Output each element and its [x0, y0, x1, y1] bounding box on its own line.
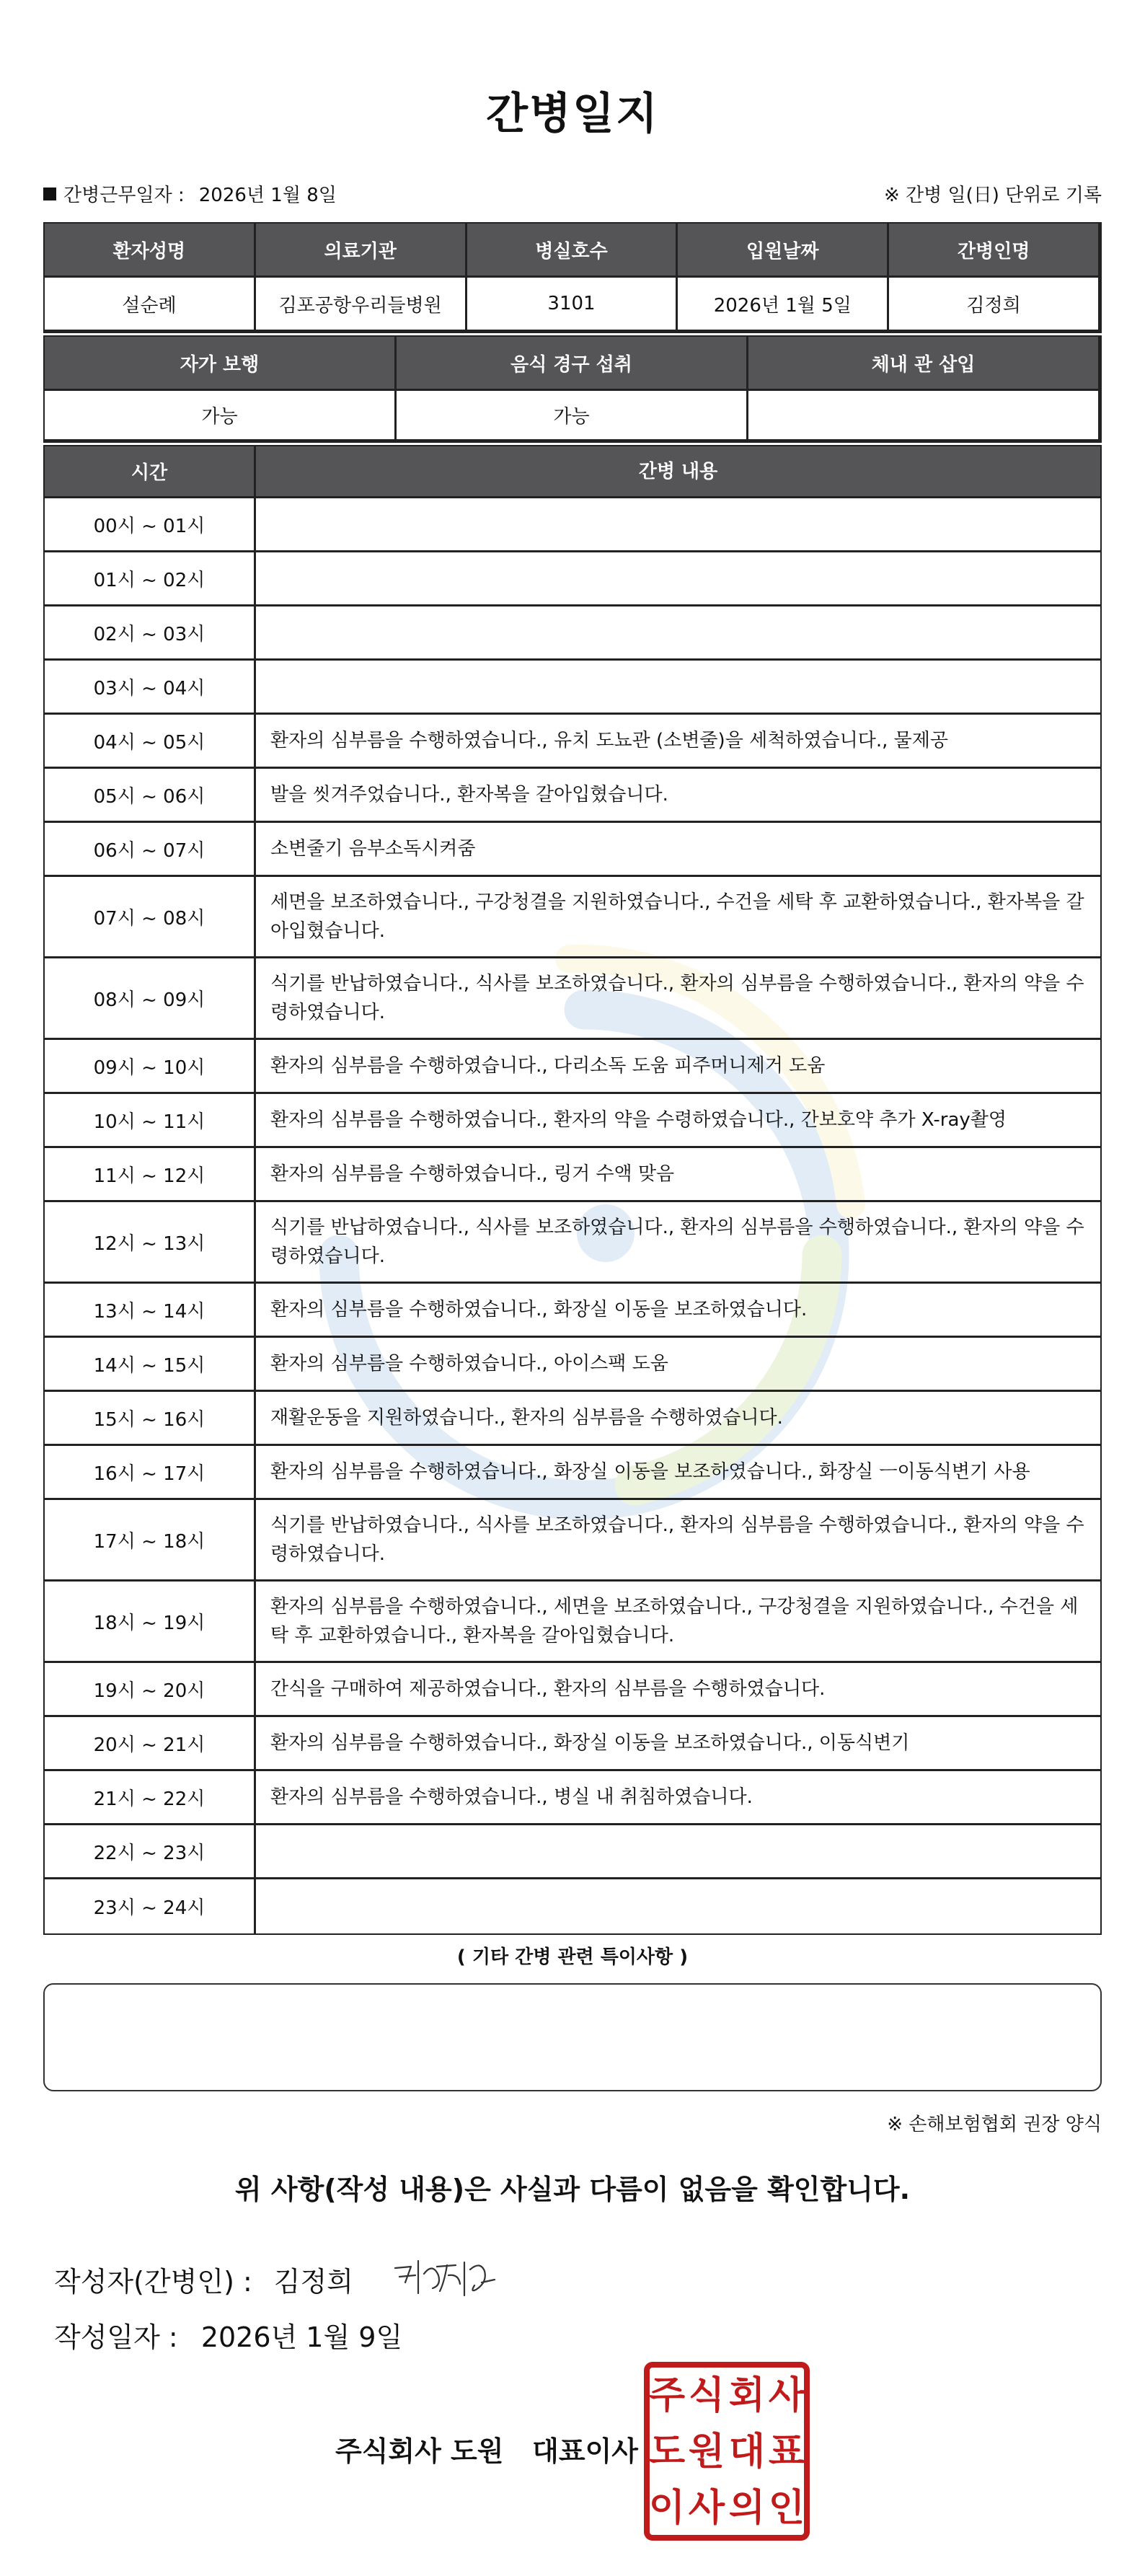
- table-row: [45, 661, 1100, 715]
- svg-text:사: 사: [688, 2487, 725, 2530]
- patient-header-room: 병실호수: [467, 224, 678, 278]
- content-cell: 환자의 심부름을 수행하였습니다., 화장실 이동을 보조하였습니다., 이동식변기: [270, 1732, 910, 1754]
- time-cell: 23시 ~ 24시: [45, 1879, 256, 1933]
- company-seal-stamp: [644, 2362, 810, 2541]
- content-cell: 소변줄기 음부소독시켜줌: [270, 838, 476, 860]
- table-row: [45, 715, 1100, 769]
- other-notes-box: [43, 1983, 1102, 2091]
- table-row: [45, 498, 1100, 552]
- table-row: [45, 1771, 1100, 1825]
- svg-text:대: 대: [728, 2430, 766, 2474]
- ability-header-walking: 자가 보행: [45, 337, 397, 391]
- svg-text:회: 회: [728, 2374, 766, 2417]
- content-cell: 세면을 보조하였습니다., 구강청결을 지원하였습니다., 수건을 세탁 후 교환하였습니다., 환자복을 갈아입혔습니다.: [270, 891, 1084, 942]
- table-row: [45, 552, 1100, 606]
- time-cell: 09시 ~ 10시: [45, 1040, 256, 1092]
- writer-label: 작성자(간병인) :: [54, 2265, 252, 2298]
- table-row: [45, 1446, 1100, 1500]
- time-cell: 16시 ~ 17시: [45, 1446, 256, 1498]
- time-cell: 15시 ~ 16시: [45, 1392, 256, 1444]
- tube-value: [748, 391, 1100, 441]
- table-row: [45, 1663, 1100, 1717]
- content-cell: 환자의 심부름을 수행하였습니다., 환자의 약을 수령하였습니다., 간보호약 추가 X-ray촬영: [270, 1109, 1007, 1131]
- svg-text:의: 의: [728, 2487, 766, 2530]
- svg-text:도: 도: [648, 2430, 686, 2474]
- writer-name: 김정희: [273, 2265, 353, 2298]
- content-cell: [256, 1825, 1100, 1877]
- time-cell: 03시 ~ 04시: [45, 661, 256, 713]
- table-row: [45, 1094, 1100, 1148]
- patient-header-admission: 입원날짜: [678, 224, 889, 278]
- time-column-header: 시간: [45, 446, 256, 496]
- time-cell: 17시 ~ 18시: [45, 1500, 256, 1579]
- table-row: [45, 823, 1100, 877]
- content-cell: [256, 661, 1100, 713]
- time-cell: 07시 ~ 08시: [45, 877, 256, 956]
- recommend-note: ※ 손해보험협회 권장 양식: [887, 2114, 1102, 2135]
- table-row: [45, 606, 1100, 661]
- content-cell: 환자의 심부름을 수행하였습니다., 병실 내 취침하였습니다.: [270, 1786, 753, 1808]
- svg-text:인: 인: [768, 2487, 805, 2530]
- written-date: [54, 2315, 402, 2355]
- table-row: [45, 1500, 1100, 1582]
- time-cell: 10시 ~ 11시: [45, 1094, 256, 1146]
- time-cell: 04시 ~ 05시: [45, 715, 256, 767]
- care-date: [43, 180, 337, 207]
- admission-date-value: 2026년 1월 5일: [678, 278, 889, 332]
- content-cell: 식기를 반납하였습니다., 식사를 보조하였습니다., 환자의 심부름을 수행하였습니다., 환자의 약을 수령하였습니다.: [270, 1217, 1084, 1267]
- time-cell: 00시 ~ 01시: [45, 498, 256, 550]
- time-cell: 13시 ~ 14시: [45, 1284, 256, 1336]
- content-cell: 환자의 심부름을 수행하였습니다., 화장실 이동을 보조하였습니다.: [270, 1299, 808, 1320]
- company-name: 주식회사 도원 대표이사: [335, 2435, 638, 2467]
- content-cell: 환자의 심부름을 수행하였습니다., 세면을 보조하였습니다., 구강청결을 지원하였습니다., 수건을 세탁 후 교환하였습니다., 환자복을 갈아입혔습니다.: [270, 1596, 1079, 1646]
- content-cell: 재활운동을 지원하였습니다., 환자의 심부름을 수행하였습니다.: [270, 1407, 783, 1429]
- content-cell: 발을 씻겨주었습니다., 환자복을 갈아입혔습니다.: [270, 784, 668, 806]
- time-cell: 01시 ~ 02시: [45, 552, 256, 604]
- table-row: [45, 1717, 1100, 1771]
- hospital-value: 김포공항우리들병원: [256, 278, 467, 332]
- other-notes-title: ( 기타 간병 관련 특이사항 ): [456, 1946, 689, 1968]
- content-cell: [256, 606, 1100, 658]
- content-cell: [256, 1879, 1100, 1933]
- table-row: [45, 1582, 1100, 1663]
- svg-text:식: 식: [688, 2374, 725, 2417]
- patient-header-name: 환자성명: [45, 224, 256, 278]
- table-row: [45, 769, 1100, 823]
- confirm-statement: 위 사항(작성 내용)은 사실과 다름이 없음을 확인합니다.: [234, 2174, 911, 2205]
- time-cell: 14시 ~ 15시: [45, 1338, 256, 1390]
- patient-info-table: [43, 222, 1102, 333]
- handwritten-signature: [389, 2254, 498, 2304]
- content-cell: [256, 552, 1100, 604]
- oral-intake-value: 가능: [397, 391, 748, 441]
- content-cell: 식기를 반납하였습니다., 식사를 보조하였습니다., 환자의 심부름을 수행하였습니다., 환자의 약을 수령하였습니다.: [270, 973, 1084, 1023]
- content-cell: 환자의 심부름을 수행하였습니다., 아이스팩 도움: [270, 1353, 668, 1375]
- time-cell: 21시 ~ 22시: [45, 1771, 256, 1823]
- content-cell: 환자의 심부름을 수행하였습니다., 유치 도뇨관 (소변줄)을 세척하였습니다., 물제공: [270, 730, 949, 751]
- care-log-header: [45, 446, 1100, 498]
- patient-header-hospital: 의료기관: [256, 224, 467, 278]
- time-cell: 18시 ~ 19시: [45, 1582, 256, 1661]
- ability-table: [43, 335, 1102, 443]
- unit-note: ※ 간병 일(日) 단위로 기록: [883, 185, 1102, 206]
- content-cell: 환자의 심부름을 수행하였습니다., 화장실 이동을 보조하였습니다., 화장실 ㅡ이동식변기 사용: [270, 1461, 1030, 1483]
- ability-header-tube: 체내 관 삽입: [748, 337, 1100, 391]
- care-log-table: [43, 445, 1102, 1935]
- content-cell: 환자의 심부름을 수행하였습니다., 링거 수액 맞음: [270, 1163, 675, 1185]
- table-row: [45, 1202, 1100, 1284]
- walking-value: 가능: [45, 391, 397, 441]
- writer-line: [54, 2254, 498, 2304]
- table-row: [45, 1284, 1100, 1338]
- svg-text:주: 주: [648, 2374, 686, 2417]
- time-cell: 12시 ~ 13시: [45, 1202, 256, 1282]
- table-row: [45, 958, 1100, 1040]
- time-cell: 02시 ~ 03시: [45, 606, 256, 658]
- patient-header-caregiver: 간병인명: [889, 224, 1100, 278]
- content-cell: [256, 498, 1100, 550]
- content-column-header: 간병 내용: [638, 460, 718, 482]
- time-cell: 05시 ~ 06시: [45, 769, 256, 821]
- content-cell: 간식을 구매하여 제공하였습니다., 환자의 심부름을 수행하였습니다.: [270, 1678, 826, 1700]
- caregiver-name-value: 김정희: [889, 278, 1100, 332]
- table-row: [45, 1392, 1100, 1446]
- table-row: [45, 1338, 1100, 1392]
- table-row: [45, 1148, 1100, 1202]
- table-row: [45, 877, 1100, 958]
- content-cell: 환자의 심부름을 수행하였습니다., 다리소독 도움 피주머니제거 도움: [270, 1055, 826, 1077]
- svg-text:원: 원: [688, 2430, 725, 2474]
- svg-text:사: 사: [768, 2374, 805, 2417]
- svg-text:표: 표: [768, 2430, 805, 2474]
- ability-header-oral-intake: 음식 경구 섭취: [397, 337, 748, 391]
- time-cell: 11시 ~ 12시: [45, 1148, 256, 1200]
- content-cell: 식기를 반납하였습니다., 식사를 보조하였습니다., 환자의 심부름을 수행하였습니다., 환자의 약을 수령하였습니다.: [270, 1514, 1084, 1565]
- written-date-value: 2026년 1월 9일: [200, 2321, 403, 2353]
- care-date-value: 2026년 1월 8일: [198, 185, 337, 206]
- time-cell: 22시 ~ 23시: [45, 1825, 256, 1877]
- time-cell: 19시 ~ 20시: [45, 1663, 256, 1715]
- square-bullet-icon: [43, 188, 56, 200]
- svg-text:이: 이: [648, 2487, 686, 2530]
- document-title: 간병일지: [486, 89, 659, 139]
- table-row: [45, 1825, 1100, 1879]
- patient-name-value: 설순례: [45, 278, 256, 332]
- written-date-label: 작성일자 :: [54, 2321, 178, 2353]
- table-row: [45, 1879, 1100, 1933]
- time-cell: 20시 ~ 21시: [45, 1717, 256, 1769]
- table-row: [45, 1040, 1100, 1094]
- care-date-label: 간병근무일자 :: [63, 185, 185, 206]
- room-value: 3101: [467, 278, 678, 332]
- time-cell: 08시 ~ 09시: [45, 958, 256, 1038]
- time-cell: 06시 ~ 07시: [45, 823, 256, 875]
